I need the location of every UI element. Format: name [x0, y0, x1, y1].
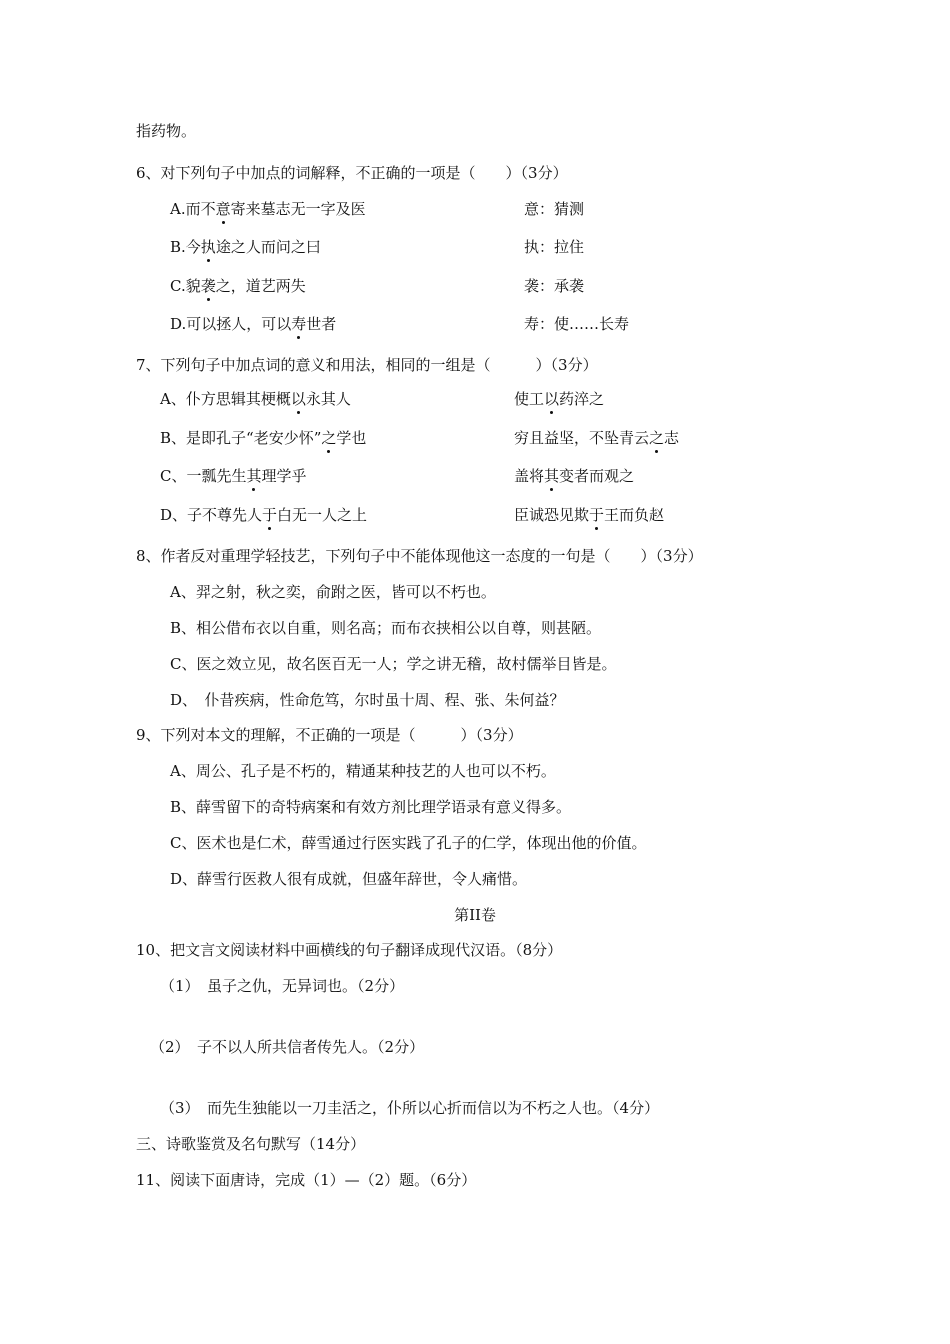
question-6-option-a-explanation: 意：猜测	[524, 200, 585, 218]
dotted-word: 寿	[291, 315, 307, 333]
option-text: C、一瓢先生	[160, 467, 247, 485]
question-6-option-d	[170, 314, 336, 334]
dotted-word: 袭	[200, 277, 216, 295]
dotted-word: 其	[246, 467, 262, 485]
question-6-option-d-explanation: 寿：使……长寿	[524, 315, 630, 333]
question-9-option-d: D、薛雪行医救人很有成就，但盛年辞世，令人痛惜。	[170, 870, 528, 888]
question-6-option-c	[170, 276, 306, 296]
option-text: 永其人	[305, 390, 351, 408]
question-8-option-c: C、医之效立见，故名医百无一人；学之讲无稽，故村儒举目皆是。	[170, 655, 617, 673]
question-10-part-1: （1） 虽子之仇，无异词也。（2分）	[160, 977, 405, 995]
section-heading: 三、诗歌鉴赏及名句默写（14分）	[136, 1135, 366, 1153]
question-7-option-b-compare	[514, 428, 679, 448]
question-7-option-a	[160, 389, 351, 409]
question-8-stem: 8、作者反对重理学轻技艺，下列句子中不能体现他这一态度的一句是（ ）（3分）	[136, 547, 703, 565]
question-7-option-d-compare	[514, 505, 664, 525]
option-text: C.貌	[170, 277, 201, 295]
option-text: 寄来墓志无一字及医	[230, 200, 366, 218]
question-9-option-b: B、薛雪留下的奇特病案和有效方剂比理学语录有意义得多。	[170, 798, 572, 816]
question-7-option-c-compare	[514, 466, 634, 486]
question-7-option-b	[160, 428, 366, 448]
option-text: A.而不	[170, 200, 216, 218]
option-text: 志	[664, 429, 680, 447]
dotted-word: 之	[321, 429, 337, 447]
dotted-word: 其	[544, 467, 560, 485]
option-text: D.可以拯人，可以	[170, 315, 292, 333]
question-6-option-b	[170, 237, 321, 257]
dotted-word: 之	[649, 429, 665, 447]
question-10-part-2: （2） 子不以人所共信者传先人。（2分）	[150, 1038, 425, 1056]
question-9-stem: 9、下列对本文的理解，不正确的一项是（ ）（3分）	[136, 726, 523, 744]
question-6-option-a	[170, 199, 366, 219]
text-line-continuation: 指药物。	[136, 122, 197, 140]
question-6-stem: 6、对下列句子中加点的词解释，不正确的一项是（ ）（3分）	[136, 164, 568, 182]
dotted-word: 以	[290, 390, 306, 408]
option-text: B.今	[170, 238, 201, 256]
option-text: 臣诚恐见欺	[514, 506, 590, 524]
option-text: B、是即孔子“老安少怀”	[160, 429, 322, 447]
option-text: 穷且益坚，不坠青云	[514, 429, 650, 447]
option-text: 理学乎	[261, 467, 307, 485]
dotted-word: 执	[200, 238, 216, 256]
question-9-option-c: C、医术也是仁术，薛雪通过行医实践了孔子的仁学，体现出他的价值。	[170, 834, 647, 852]
dotted-word: 意	[215, 200, 231, 218]
option-text: 盖将	[514, 467, 545, 485]
option-text: 白无一人之上	[277, 506, 368, 524]
question-6-option-c-explanation: 袭：承袭	[524, 277, 585, 295]
question-9-option-a: A、周公、孔子是不朽的，精通某种技艺的人也可以不朽。	[170, 762, 556, 780]
question-10-stem: 10、把文言文阅读材料中画横线的句子翻译成现代汉语。（8分）	[136, 941, 563, 959]
option-text: 途之人而问之曰	[215, 238, 321, 256]
dotted-word: 于	[262, 506, 278, 524]
question-8-option-d: D、 仆昔疾病，性命危笃，尔时虽十周、程、张、朱何益？	[170, 691, 565, 709]
option-text: 使工	[514, 390, 545, 408]
question-10-part-3: （3） 而先生独能以一刀圭活之，仆所以心折而信以为不朽之人也。（4分）	[160, 1099, 660, 1117]
option-text: 学也	[336, 429, 367, 447]
option-text: 王而负赵	[604, 506, 665, 524]
dotted-word: 于	[589, 506, 605, 524]
question-8-option-a: A、羿之射，秋之奕，俞跗之医，皆可以不朽也。	[170, 583, 496, 601]
option-text: D、子不尊先人	[160, 506, 263, 524]
question-7-stem: 7、下列句子中加点词的意义和用法，相同的一组是（ ）（3分）	[136, 356, 598, 374]
question-7-option-c	[160, 466, 307, 486]
volume-heading: 第II卷	[454, 906, 496, 924]
option-text: 药淬之	[559, 390, 605, 408]
option-text: 变者而观之	[559, 467, 635, 485]
question-6-option-b-explanation: 执：拉住	[524, 238, 585, 256]
option-text: 之，道艺两失	[215, 277, 306, 295]
question-11-stem: 11、阅读下面唐诗，完成（1）—（2）题。（6分）	[136, 1171, 477, 1189]
question-7-option-d	[160, 505, 367, 525]
option-text: A、仆方思辑其梗概	[160, 390, 291, 408]
question-7-option-a-compare	[514, 389, 604, 409]
question-8-option-b: B、相公借布衣以自重，则名高；而布衣挟相公以自尊，则甚陋。	[170, 619, 602, 637]
dotted-word: 以	[544, 390, 560, 408]
option-text: 世者	[306, 315, 337, 333]
